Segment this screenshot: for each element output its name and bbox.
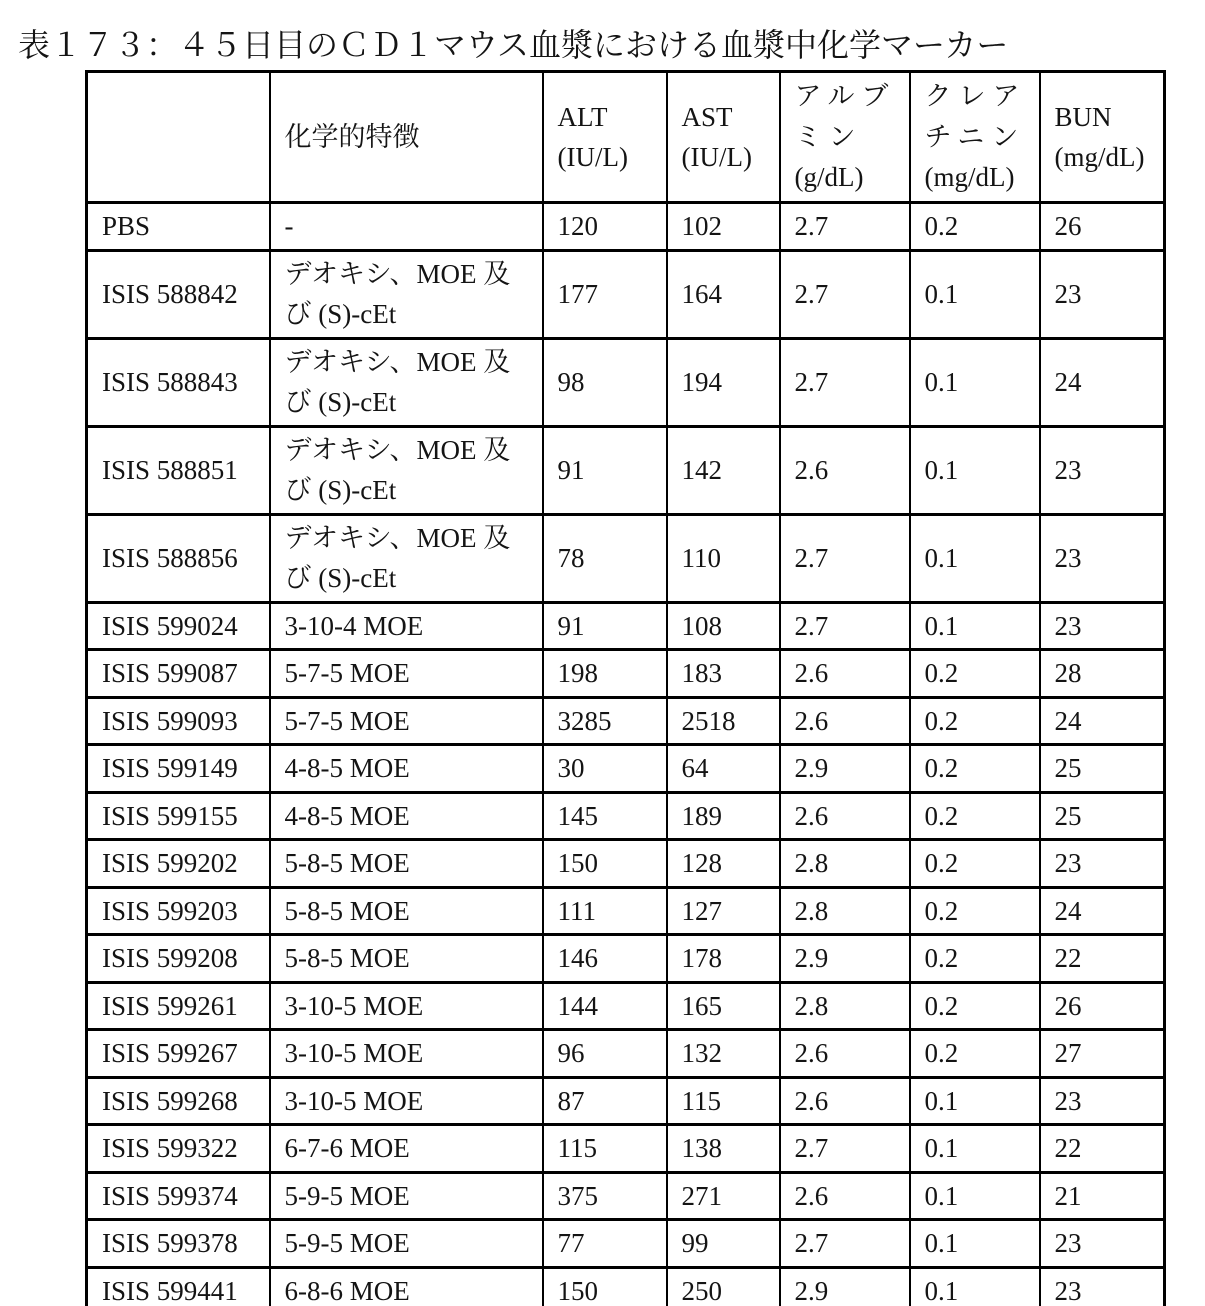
cell-sample: ISIS 588843: [87, 338, 270, 426]
cell-sample: ISIS 599261: [87, 982, 270, 1030]
cell-alt: 198: [543, 650, 667, 698]
cell-alt: 150: [543, 1267, 667, 1306]
cell-chemistry: -: [270, 203, 543, 251]
cell-creatinine: 0.2: [910, 792, 1040, 840]
cell-alt: 146: [543, 935, 667, 983]
cell-sample: ISIS 599155: [87, 792, 270, 840]
cell-alt: 150: [543, 840, 667, 888]
table-row-isis-599322: [87, 1125, 1165, 1173]
cell-chemistry: 4-8-5 MOE: [270, 792, 543, 840]
cell-ast: 115: [667, 1077, 780, 1125]
cell-alt: 177: [543, 250, 667, 338]
cell-alt: 115: [543, 1125, 667, 1173]
cell-sample: ISIS 588842: [87, 250, 270, 338]
cell-alt: 30: [543, 745, 667, 793]
cell-bun: 23: [1040, 1267, 1165, 1306]
cell-albumin: 2.7: [780, 1125, 910, 1173]
cell-bun: 22: [1040, 935, 1165, 983]
cell-chemistry: 4-8-5 MOE: [270, 745, 543, 793]
table-row-isis-588842: [87, 250, 1165, 338]
cell-ast: 99: [667, 1220, 780, 1268]
cell-ast: 127: [667, 887, 780, 935]
cell-ast: 189: [667, 792, 780, 840]
cell-bun: 25: [1040, 792, 1165, 840]
table-row-pbs: [87, 203, 1165, 251]
cell-ast: 178: [667, 935, 780, 983]
cell-bun: 23: [1040, 840, 1165, 888]
col-header-ast: [667, 72, 780, 203]
cell-albumin: 2.8: [780, 840, 910, 888]
cell-ast: 108: [667, 602, 780, 650]
table-row-isis-599203: [87, 887, 1165, 935]
cell-alt: 78: [543, 514, 667, 602]
cell-creatinine: 0.2: [910, 982, 1040, 1030]
col-header-sample: [87, 72, 270, 203]
cell-creatinine: 0.2: [910, 745, 1040, 793]
cell-creatinine: 0.2: [910, 1030, 1040, 1078]
cell-creatinine: 0.1: [910, 338, 1040, 426]
cell-ast: 194: [667, 338, 780, 426]
cell-alt: 120: [543, 203, 667, 251]
cell-alt: 91: [543, 602, 667, 650]
cell-sample: ISIS 599208: [87, 935, 270, 983]
cell-albumin: 2.9: [780, 1267, 910, 1306]
col-header-alt: [543, 72, 667, 203]
cell-ast: 2518: [667, 697, 780, 745]
col-header-albumin: [780, 72, 910, 203]
cell-ast: 250: [667, 1267, 780, 1306]
cell-bun: 23: [1040, 426, 1165, 514]
cell-creatinine: 0.2: [910, 887, 1040, 935]
cell-chemistry: 5-9-5 MOE: [270, 1172, 543, 1220]
cell-albumin: 2.6: [780, 426, 910, 514]
cell-creatinine: 0.1: [910, 1077, 1040, 1125]
cell-chemistry: 3-10-5 MOE: [270, 1077, 543, 1125]
cell-ast: 183: [667, 650, 780, 698]
col-header-unit: (mg/dL): [1054, 142, 1145, 172]
cell-albumin: 2.7: [780, 514, 910, 602]
table-row-isis-599202: [87, 840, 1165, 888]
cell-albumin: 2.9: [780, 935, 910, 983]
cell-sample: ISIS 599087: [87, 650, 270, 698]
table-row-isis-599441: [87, 1267, 1165, 1306]
cell-creatinine: 0.2: [910, 203, 1040, 251]
cell-alt: 111: [543, 887, 667, 935]
cell-albumin: 2.6: [780, 650, 910, 698]
cell-ast: 142: [667, 426, 780, 514]
col-header-unit: (g/dL): [794, 162, 864, 193]
cell-creatinine: 0.2: [910, 650, 1040, 698]
cell-chemistry: 5-8-5 MOE: [270, 840, 543, 888]
col-header-label: 化学的特徴: [284, 121, 420, 152]
col-header-unit: (mg/dL): [924, 162, 1015, 193]
cell-alt: 96: [543, 1030, 667, 1078]
col-header-label: BUN: [1054, 101, 1112, 132]
col-header-bun: [1040, 72, 1165, 203]
cell-sample: ISIS 599267: [87, 1030, 270, 1078]
cell-alt: 144: [543, 982, 667, 1030]
cell-creatinine: 0.1: [910, 602, 1040, 650]
cell-albumin: 2.7: [780, 203, 910, 251]
col-header-creatinine: [910, 72, 1040, 203]
table-header-row: [87, 72, 1165, 203]
cell-chemistry: 5-7-5 MOE: [270, 650, 543, 698]
cell-albumin: 2.9: [780, 745, 910, 793]
cell-creatinine: 0.1: [910, 426, 1040, 514]
cell-bun: 24: [1040, 697, 1165, 745]
cell-ast: 164: [667, 250, 780, 338]
table-row-isis-599087: [87, 650, 1165, 698]
cell-bun: 24: [1040, 338, 1165, 426]
table-row-isis-588851: [87, 426, 1165, 514]
col-header-label: クレアチニン: [924, 81, 1027, 152]
cell-bun: 24: [1040, 887, 1165, 935]
cell-chemistry: 3-10-5 MOE: [270, 1030, 543, 1078]
cell-alt: 3285: [543, 697, 667, 745]
cell-albumin: 2.6: [780, 1172, 910, 1220]
cell-albumin: 2.6: [780, 1077, 910, 1125]
cell-alt: 87: [543, 1077, 667, 1125]
cell-chemistry: デオキシ、MOE 及び (S)-cEt: [270, 426, 543, 514]
cell-creatinine: 0.1: [910, 1125, 1040, 1173]
table-row-isis-599208: [87, 935, 1165, 983]
cell-creatinine: 0.1: [910, 1172, 1040, 1220]
cell-bun: 26: [1040, 203, 1165, 251]
table-row-isis-599261: [87, 982, 1165, 1030]
cell-albumin: 2.7: [780, 250, 910, 338]
cell-bun: 22: [1040, 1125, 1165, 1173]
cell-alt: 77: [543, 1220, 667, 1268]
cell-albumin: 2.8: [780, 982, 910, 1030]
cell-albumin: 2.7: [780, 602, 910, 650]
cell-ast: 271: [667, 1172, 780, 1220]
cell-chemistry: 3-10-4 MOE: [270, 602, 543, 650]
cell-sample: ISIS 599203: [87, 887, 270, 935]
table-title: 表１７３：４５日目のＣＤ１マウス血漿における血漿中化学マーカー: [18, 27, 1009, 63]
cell-sample: PBS: [87, 203, 270, 251]
cell-ast: 132: [667, 1030, 780, 1078]
col-header-chemistry: [270, 72, 543, 203]
table-row-isis-599093: [87, 697, 1165, 745]
cell-sample: ISIS 588851: [87, 426, 270, 514]
cell-sample: ISIS 599024: [87, 602, 270, 650]
cell-bun: 23: [1040, 514, 1165, 602]
table-row-isis-588843: [87, 338, 1165, 426]
cell-ast: 138: [667, 1125, 780, 1173]
cell-chemistry: デオキシ、MOE 及び (S)-cEt: [270, 514, 543, 602]
cell-sample: ISIS 599374: [87, 1172, 270, 1220]
cell-creatinine: 0.1: [910, 1220, 1040, 1268]
cell-creatinine: 0.1: [910, 250, 1040, 338]
cell-alt: 98: [543, 338, 667, 426]
cell-creatinine: 0.2: [910, 935, 1040, 983]
cell-chemistry: 5-7-5 MOE: [270, 697, 543, 745]
cell-bun: 23: [1040, 602, 1165, 650]
cell-creatinine: 0.1: [910, 1267, 1040, 1306]
cell-sample: ISIS 599378: [87, 1220, 270, 1268]
cell-chemistry: 5-9-5 MOE: [270, 1220, 543, 1268]
cell-albumin: 2.6: [780, 1030, 910, 1078]
table-row-isis-599149: [87, 745, 1165, 793]
cell-sample: ISIS 599093: [87, 697, 270, 745]
col-header-label: ALT: [557, 101, 608, 132]
cell-chemistry: 6-8-6 MOE: [270, 1267, 543, 1306]
cell-chemistry: デオキシ、MOE 及び (S)-cEt: [270, 338, 543, 426]
cell-ast: 64: [667, 745, 780, 793]
cell-sample: ISIS 599149: [87, 745, 270, 793]
table-row-isis-599378: [87, 1220, 1165, 1268]
cell-chemistry: デオキシ、MOE 及び (S)-cEt: [270, 250, 543, 338]
cell-albumin: 2.7: [780, 1220, 910, 1268]
cell-bun: 25: [1040, 745, 1165, 793]
cell-bun: 28: [1040, 650, 1165, 698]
col-header-unit: (IU/L): [557, 142, 628, 172]
cell-bun: 23: [1040, 250, 1165, 338]
table-row-isis-599268: [87, 1077, 1165, 1125]
cell-creatinine: 0.1: [910, 514, 1040, 602]
cell-chemistry: 5-8-5 MOE: [270, 935, 543, 983]
cell-ast: 128: [667, 840, 780, 888]
cell-sample: ISIS 599441: [87, 1267, 270, 1306]
table-row-isis-599374: [87, 1172, 1165, 1220]
col-header-label: AST: [681, 101, 733, 132]
table-row-isis-599267: [87, 1030, 1165, 1078]
table-row-isis-588856: [87, 514, 1165, 602]
table-header: [87, 72, 1165, 203]
cell-creatinine: 0.2: [910, 697, 1040, 745]
cell-sample: ISIS 588856: [87, 514, 270, 602]
table-body: [87, 203, 1165, 1306]
cell-albumin: 2.6: [780, 697, 910, 745]
cell-alt: 375: [543, 1172, 667, 1220]
table-row-isis-599024: [87, 602, 1165, 650]
cell-albumin: 2.8: [780, 887, 910, 935]
cell-albumin: 2.7: [780, 338, 910, 426]
col-header-unit: (IU/L): [681, 142, 752, 172]
cell-ast: 102: [667, 203, 780, 251]
cell-sample: ISIS 599322: [87, 1125, 270, 1173]
cell-bun: 23: [1040, 1220, 1165, 1268]
cell-bun: 27: [1040, 1030, 1165, 1078]
cell-albumin: 2.6: [780, 792, 910, 840]
cell-ast: 110: [667, 514, 780, 602]
cell-bun: 21: [1040, 1172, 1165, 1220]
cell-chemistry: 6-7-6 MOE: [270, 1125, 543, 1173]
cell-sample: ISIS 599202: [87, 840, 270, 888]
plasma-chemistry-markers-table: [85, 70, 1166, 1306]
cell-bun: 26: [1040, 982, 1165, 1030]
cell-chemistry: 3-10-5 MOE: [270, 982, 543, 1030]
cell-ast: 165: [667, 982, 780, 1030]
cell-alt: 145: [543, 792, 667, 840]
cell-creatinine: 0.2: [910, 840, 1040, 888]
cell-sample: ISIS 599268: [87, 1077, 270, 1125]
table-row-isis-599155: [87, 792, 1165, 840]
cell-alt: 91: [543, 426, 667, 514]
col-header-label: アルブミン: [794, 81, 896, 152]
cell-bun: 23: [1040, 1077, 1165, 1125]
cell-chemistry: 5-8-5 MOE: [270, 887, 543, 935]
